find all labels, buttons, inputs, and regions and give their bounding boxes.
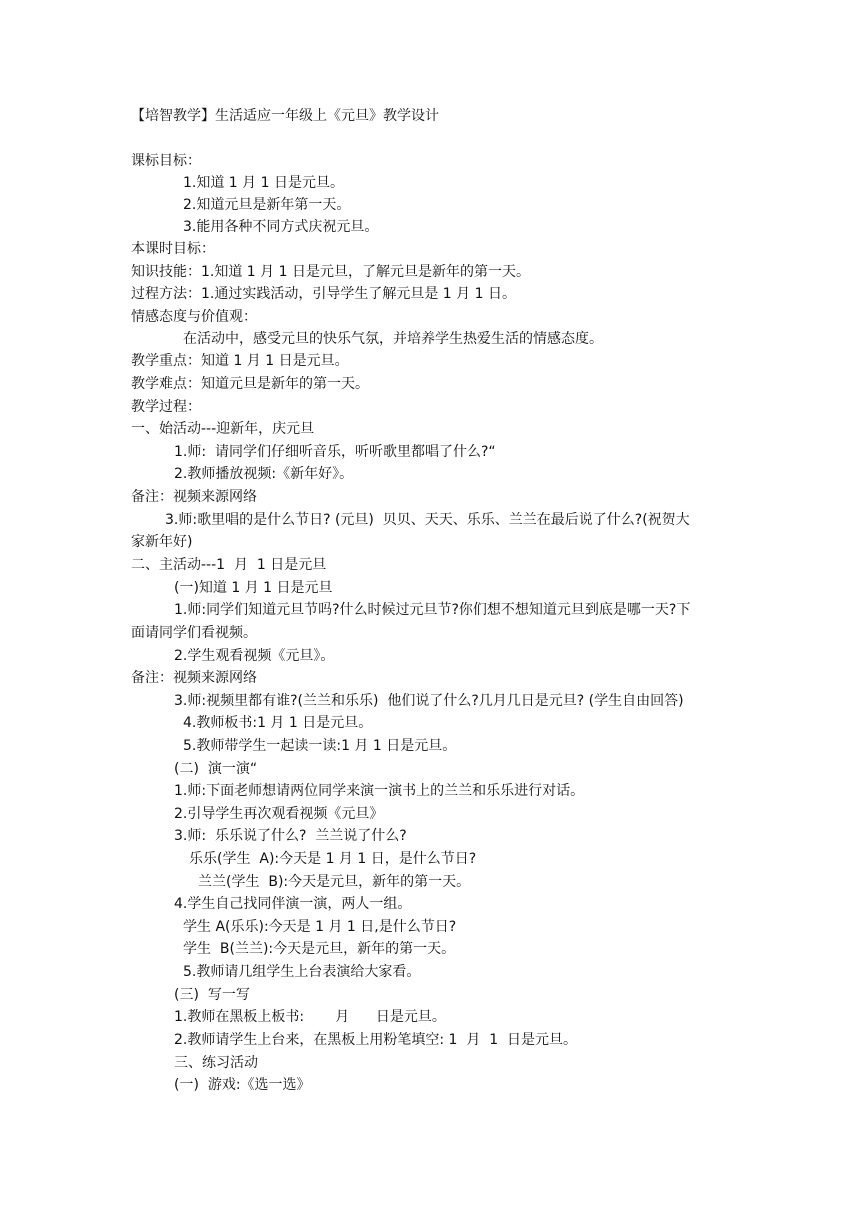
text-line: 3.师:歌里唱的是什么节日? (元旦) 贝贝、天天、乐乐、兰兰在最后说了什么?(祝贺大 xyxy=(165,512,690,528)
text-line: 备注：视频来源网络 xyxy=(131,670,257,686)
text-line: 3.师:视频里都有谁?(兰兰和乐乐) 他们说了什么?几月几日是元旦? (学生自由回答) xyxy=(174,693,684,709)
text-line: 5.教师请几组学生上台表演给大家看。 xyxy=(183,964,421,980)
text-line: 知识技能：1.知道 1 月 1 日是元旦，了解元旦是新年的第一天。 xyxy=(131,264,530,280)
section-heading: 一、始活动---迎新年，庆元旦 xyxy=(131,421,315,437)
text-line: 1.知道 1 月 1 日是元旦。 xyxy=(183,175,344,191)
text-line: 1.师: 请同学们仔细听音乐，听听歌里都唱了什么?“ xyxy=(174,444,496,460)
subsection-heading: (三) 写一写 xyxy=(174,987,250,1003)
text-line: 过程方法：1.通过实践活动，引导学生了解元旦是 1 月 1 日。 xyxy=(131,286,516,302)
text-line: 课标目标： xyxy=(131,153,201,169)
text-line: 学生 B(兰兰):今天是元旦，新年的第一天。 xyxy=(183,941,456,957)
text-line: 2.教师播放视频:《新年好》。 xyxy=(174,466,354,482)
text-line: 5.教师带学生一起读一读:1 月 1 日是元旦。 xyxy=(183,738,457,754)
text-line: 家新年好) xyxy=(131,534,193,550)
section-heading: 二、主活动---1 月 1 日是元旦 xyxy=(131,557,327,573)
text-line: 4.教师板书:1 月 1 日是元旦。 xyxy=(183,715,373,731)
text-line: 备注：视频来源网络 xyxy=(131,489,257,505)
text-line: 2.引导学生再次观看视频《元旦》 xyxy=(174,806,384,822)
document-title: 【培智教学】生活适应一年级上《元旦》教学设计 xyxy=(131,108,439,124)
text-line: 本课时目标： xyxy=(131,241,215,257)
text-line: 兰兰(学生 B):今天是元旦，新年的第一天。 xyxy=(198,874,471,890)
text-line: 在活动中，感受元旦的快乐气氛，并培养学生热爱生活的情感态度。 xyxy=(183,331,603,347)
text-line: 1.教师在黑板上板书: 月 日是元旦。 xyxy=(174,1009,446,1025)
text-line: 教学难点：知道元旦是新年的第一天。 xyxy=(131,376,369,392)
text-line: 面请同学们看视频。 xyxy=(131,625,257,641)
text-line: 情感态度与价值观： xyxy=(131,309,257,325)
text-line: 教学过程： xyxy=(131,399,201,415)
text-line: 教学重点：知道 1 月 1 日是元旦。 xyxy=(131,353,349,369)
text-line: 1.师:同学们知道元旦节吗?什么时候过元旦节?你们想不想知道元旦到底是哪一天?下 xyxy=(174,602,691,618)
text-line: 乐乐(学生 A):今天是 1 月 1 日，是什么节日? xyxy=(189,851,477,867)
subsection-heading: (一)知道 1 月 1 日是元旦 xyxy=(174,580,333,596)
text-line: 3.能用各种不同方式庆祝元旦。 xyxy=(183,219,379,235)
text-line: 2.知道元旦是新年第一天。 xyxy=(183,197,351,213)
text-line: 4.学生自己找同伴演一演，两人一组。 xyxy=(174,896,412,912)
subsection-heading: (一) 游戏:《选一选》 xyxy=(174,1077,311,1093)
subsection-heading: (二) 演一演“ xyxy=(174,761,258,777)
text-line: 2.学生观看视频《元旦》。 xyxy=(174,648,335,664)
text-line: 学生 A(乐乐):今天是 1 月 1 日,是什么节日? xyxy=(183,919,457,935)
text-line: 2.教师请学生上台来，在黑板上用粉笔填空: 1 月 1 日是元旦。 xyxy=(174,1032,578,1048)
section-heading: 三、练习活动 xyxy=(174,1055,258,1071)
text-line: 1.师:下面老师想请两位同学来演一演书上的兰兰和乐乐进行对话。 xyxy=(174,783,585,799)
text-line: 3.师: 乐乐说了什么? 兰兰说了什么? xyxy=(174,828,407,844)
